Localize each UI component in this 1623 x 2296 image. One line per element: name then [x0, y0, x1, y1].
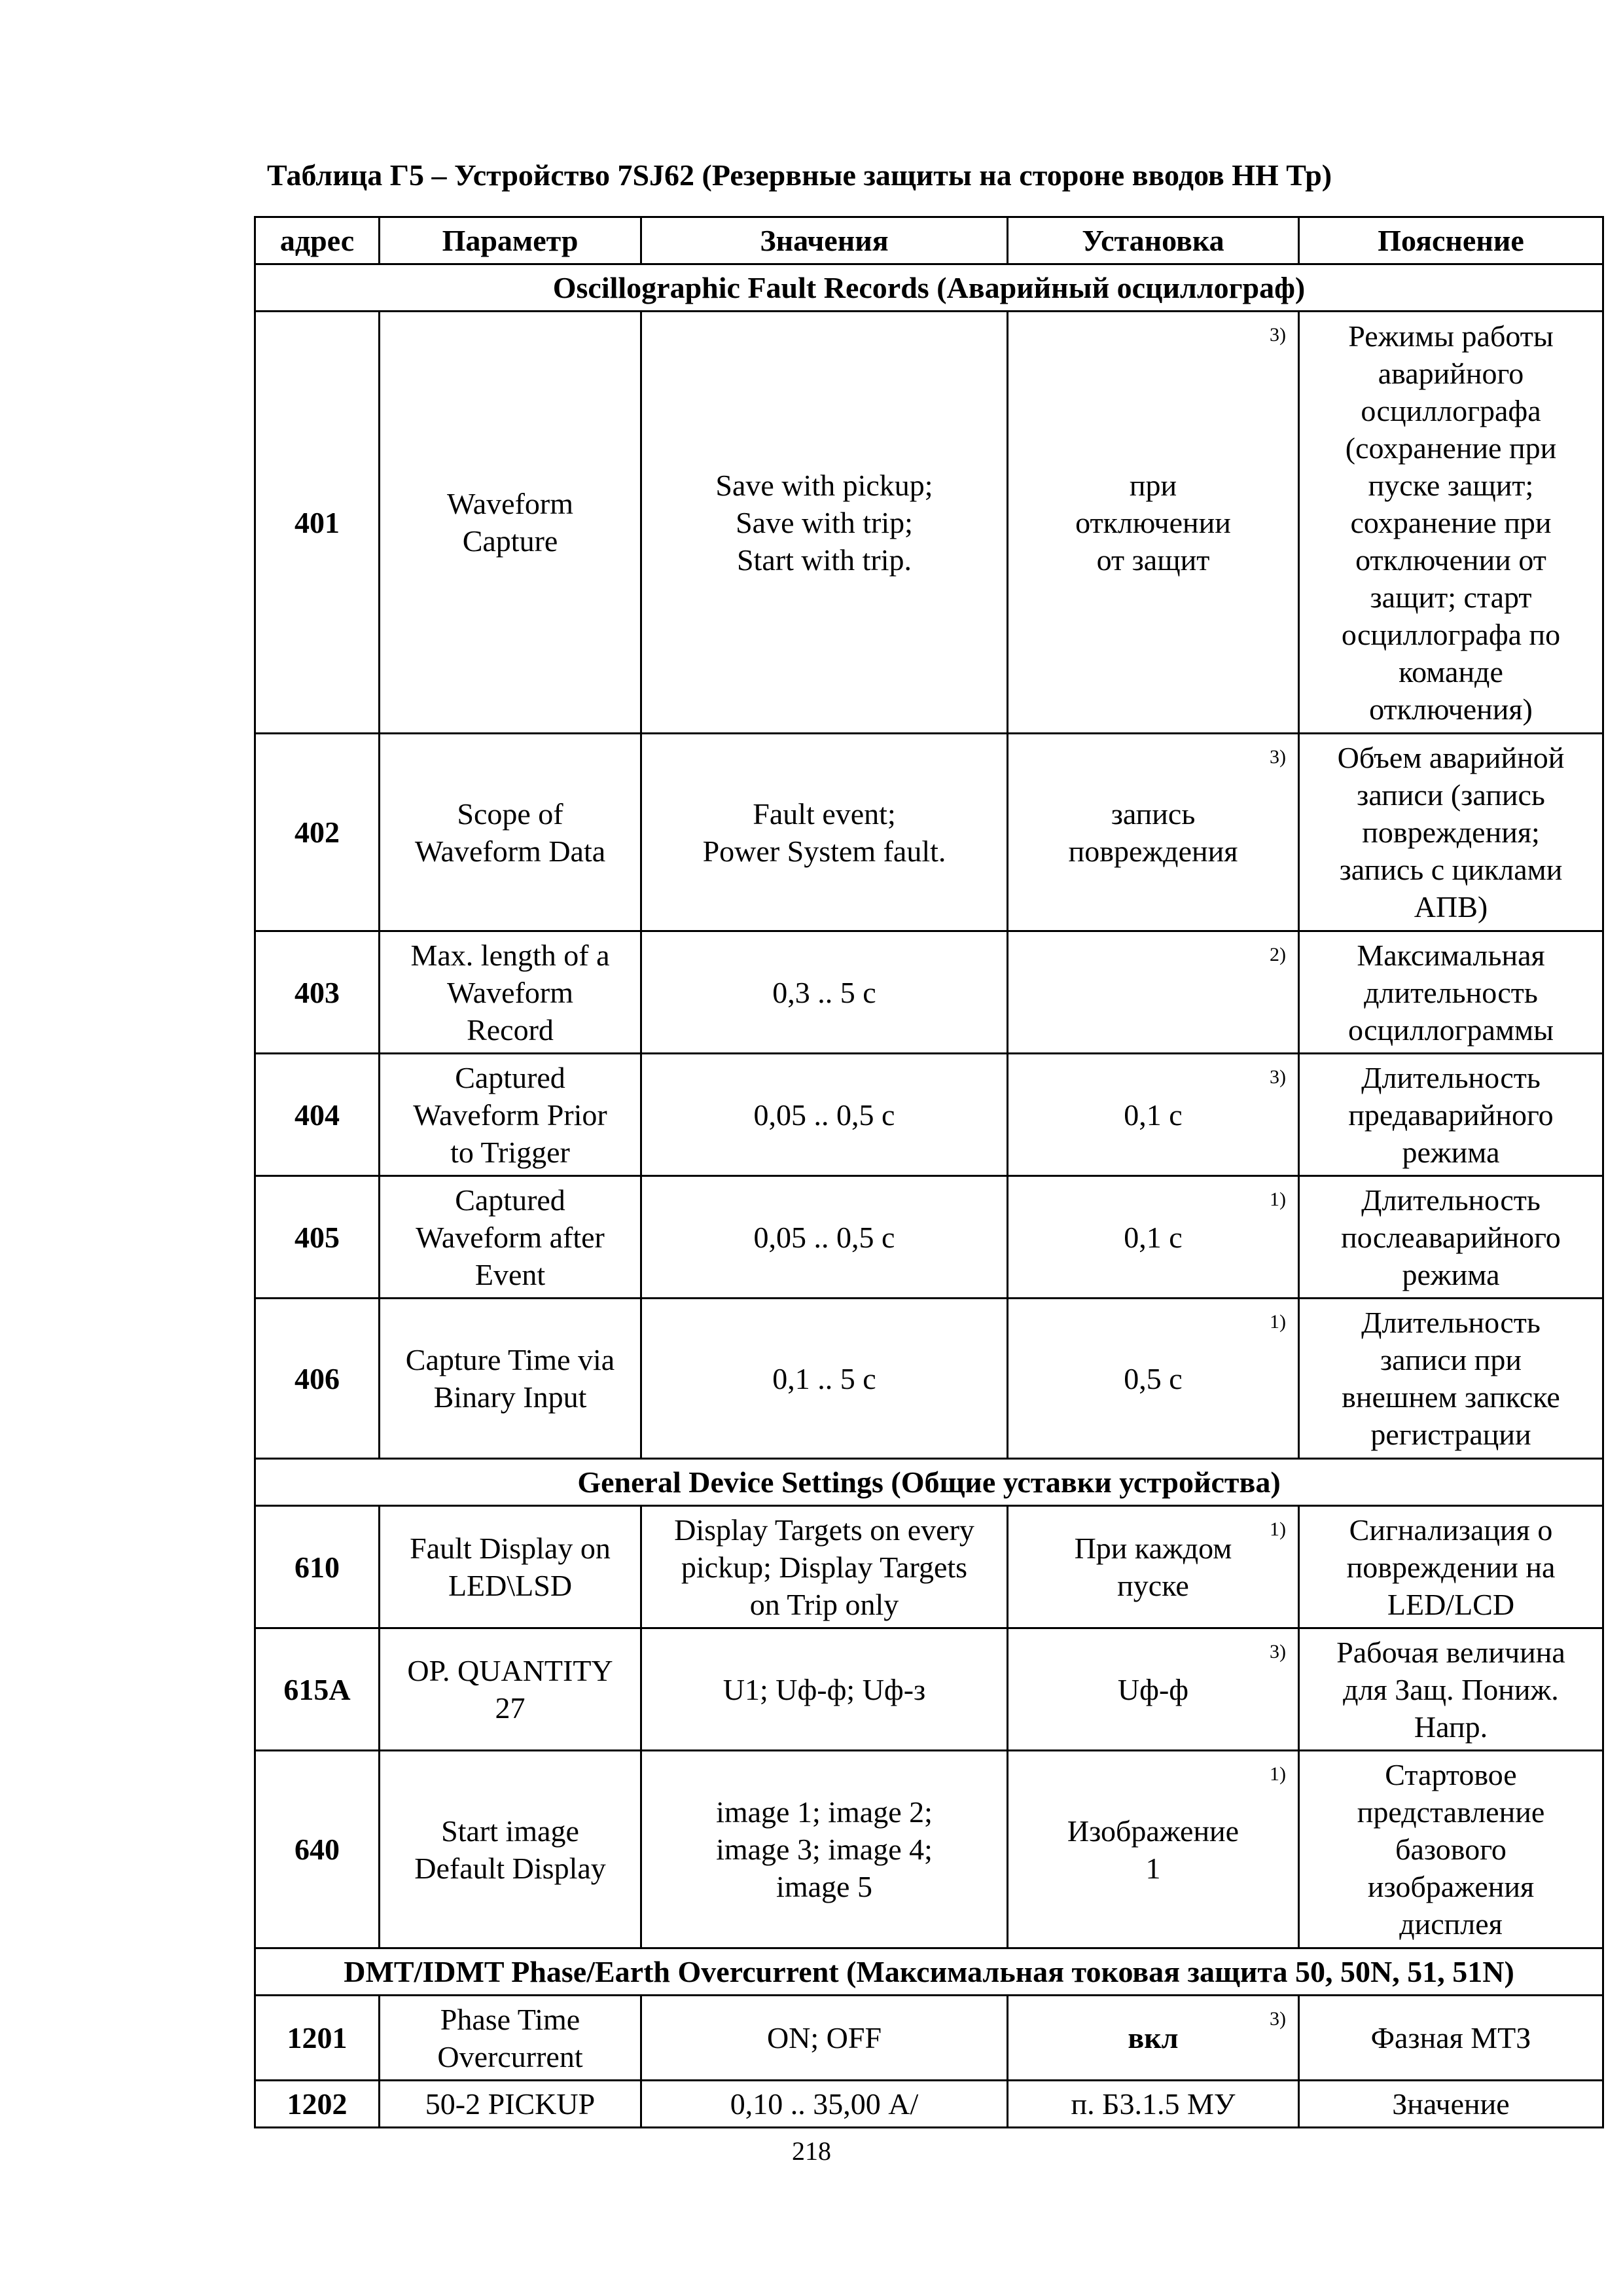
table-row — [255, 1299, 1603, 1459]
values-cell: Save with pickup; Save with trip; Start with trip. — [641, 312, 1008, 734]
explanation-cell: Сигнализация о повреждении на LED/LCD — [1299, 1506, 1603, 1628]
setting-cell — [1008, 1751, 1299, 1948]
table-row — [255, 1506, 1603, 1628]
parameter-cell: Capture Time via Binary Input — [380, 1299, 641, 1459]
setting-value: запись повреждения — [1068, 797, 1238, 868]
setting-cell — [1008, 1628, 1299, 1751]
setting-value: 0,1 с — [1124, 1220, 1183, 1254]
setting-cell — [1008, 1176, 1299, 1299]
setting-value: п. Б3.1.5 МУ — [1071, 2087, 1236, 2121]
column-header-values: Значения — [641, 217, 1008, 264]
footnote-ref: 1) — [1270, 1311, 1286, 1333]
setting-cell — [1008, 1506, 1299, 1628]
values-cell: Display Targets on every pickup; Display Targets on Trip only — [641, 1506, 1008, 1628]
explanation-cell: Значение — [1299, 2081, 1603, 2128]
setting-cell — [1008, 2081, 1299, 2128]
address-cell: 610 — [255, 1506, 380, 1628]
values-cell: U1; Uф-ф; Uф-з — [641, 1628, 1008, 1751]
footnote-ref: 1) — [1270, 1189, 1286, 1210]
address-cell: 640 — [255, 1751, 380, 1948]
header-row — [255, 217, 1603, 264]
parameter-cell: Start image Default Display — [380, 1751, 641, 1948]
parameter-cell: Max. length of a Waveform Record — [380, 931, 641, 1054]
explanation-cell: Длительность записи при внешнем запкске регистрации — [1299, 1299, 1603, 1459]
values-cell: ON; OFF — [641, 1996, 1008, 2081]
column-header-setting: Установка — [1008, 217, 1299, 264]
setting-value: 0,1 с — [1124, 1098, 1183, 1132]
setting-value: Uф-ф — [1117, 1672, 1189, 1706]
table-row — [255, 1176, 1603, 1299]
explanation-cell: Длительность послеаварийного режима — [1299, 1176, 1603, 1299]
footnote-ref: 2) — [1270, 944, 1286, 965]
address-cell: 404 — [255, 1054, 380, 1176]
values-cell: 0,10 .. 35,00 А/ — [641, 2081, 1008, 2128]
parameter-cell: Fault Display on LED\LSD — [380, 1506, 641, 1628]
explanation-cell: Стартовое представление базового изображения дисплея — [1299, 1751, 1603, 1948]
column-header-parameter: Параметр — [380, 217, 641, 264]
values-cell: Fault event; Power System fault. — [641, 734, 1008, 931]
section-heading: General Device Settings (Общие уставки устройства) — [255, 1459, 1603, 1506]
explanation-cell: Объем аварийной записи (запись повреждения; запись с циклами АПВ) — [1299, 734, 1603, 931]
table-row — [255, 734, 1603, 931]
footnote-ref: 3) — [1270, 324, 1286, 346]
section-row — [255, 1459, 1603, 1506]
values-cell: 0,3 .. 5 с — [641, 931, 1008, 1054]
setting-cell — [1008, 312, 1299, 734]
setting-cell — [1008, 1996, 1299, 2081]
address-cell: 1202 — [255, 2081, 380, 2128]
parameter-cell: Phase Time Overcurrent — [380, 1996, 641, 2081]
address-cell: 1201 — [255, 1996, 380, 2081]
table-row — [255, 1751, 1603, 1948]
table-row — [255, 1996, 1603, 2081]
setting-value: вкл — [1128, 2021, 1179, 2054]
table-row — [255, 1054, 1603, 1176]
parameter-cell: OP. QUANTITY 27 — [380, 1628, 641, 1751]
setting-cell — [1008, 1054, 1299, 1176]
table-row — [255, 931, 1603, 1054]
table-title: Таблица Г5 – Устройство 7SJ62 (Резервные защиты на стороне вводов НН Тр) — [267, 158, 1332, 192]
values-cell: 0,05 .. 0,5 с — [641, 1176, 1008, 1299]
address-cell: 615A — [255, 1628, 380, 1751]
footnote-ref: 1) — [1270, 1518, 1286, 1540]
footnote-ref: 1) — [1270, 1763, 1286, 1785]
table-row — [255, 1628, 1603, 1751]
setting-cell — [1008, 734, 1299, 931]
address-cell: 402 — [255, 734, 380, 931]
section-heading: DMT/IDMT Phase/Earth Overcurrent (Максимальная токовая защита 50, 50N, 51, 51N) — [255, 1948, 1603, 1996]
section-heading: Oscillographic Fault Records (Аварийный осциллограф) — [255, 264, 1603, 312]
address-cell: 403 — [255, 931, 380, 1054]
setting-value: Изображение 1 — [1067, 1814, 1240, 1885]
setting-value: При каждом пуске — [1074, 1532, 1232, 1602]
values-cell: 0,05 .. 0,5 с — [641, 1054, 1008, 1176]
address-cell: 405 — [255, 1176, 380, 1299]
section-row — [255, 1948, 1603, 1996]
explanation-cell: Максимальная длительность осциллограммы — [1299, 931, 1603, 1054]
section-row — [255, 264, 1603, 312]
parameter-cell: Captured Waveform after Event — [380, 1176, 641, 1299]
footnote-ref: 3) — [1270, 1641, 1286, 1662]
footnote-ref: 3) — [1270, 1066, 1286, 1088]
setting-value: 0,5 с — [1124, 1361, 1183, 1395]
explanation-cell: Фазная МТЗ — [1299, 1996, 1603, 2081]
setting-cell — [1008, 1299, 1299, 1459]
settings-table — [254, 216, 1604, 2128]
parameter-cell: Captured Waveform Prior to Trigger — [380, 1054, 641, 1176]
parameter-cell: Waveform Capture — [380, 312, 641, 734]
explanation-cell: Режимы работы аварийного осциллографа (сохранение при пуске защит; сохранение при отключении от защит; старт осциллографа по команде отключения) — [1299, 312, 1603, 734]
explanation-cell: Рабочая величина для Защ. Пониж. Напр. — [1299, 1628, 1603, 1751]
parameter-cell: Scope of Waveform Data — [380, 734, 641, 931]
parameter-cell: 50-2 PICKUP — [380, 2081, 641, 2128]
table-row — [255, 312, 1603, 734]
footnote-ref: 3) — [1270, 2008, 1286, 2030]
values-cell: 0,1 .. 5 с — [641, 1299, 1008, 1459]
footnote-ref: 3) — [1270, 746, 1286, 768]
explanation-cell: Длительность предаварийного режима — [1299, 1054, 1603, 1176]
setting-value: при отключении от защит — [1075, 468, 1231, 577]
column-header-explanation: Пояснение — [1299, 217, 1603, 264]
values-cell: image 1; image 2; image 3; image 4; image 5 — [641, 1751, 1008, 1948]
address-cell: 401 — [255, 312, 380, 734]
column-header-address: адрес — [255, 217, 380, 264]
setting-cell — [1008, 931, 1299, 1054]
table-row — [255, 2081, 1603, 2128]
address-cell: 406 — [255, 1299, 380, 1459]
page-number: 218 — [792, 2136, 831, 2166]
